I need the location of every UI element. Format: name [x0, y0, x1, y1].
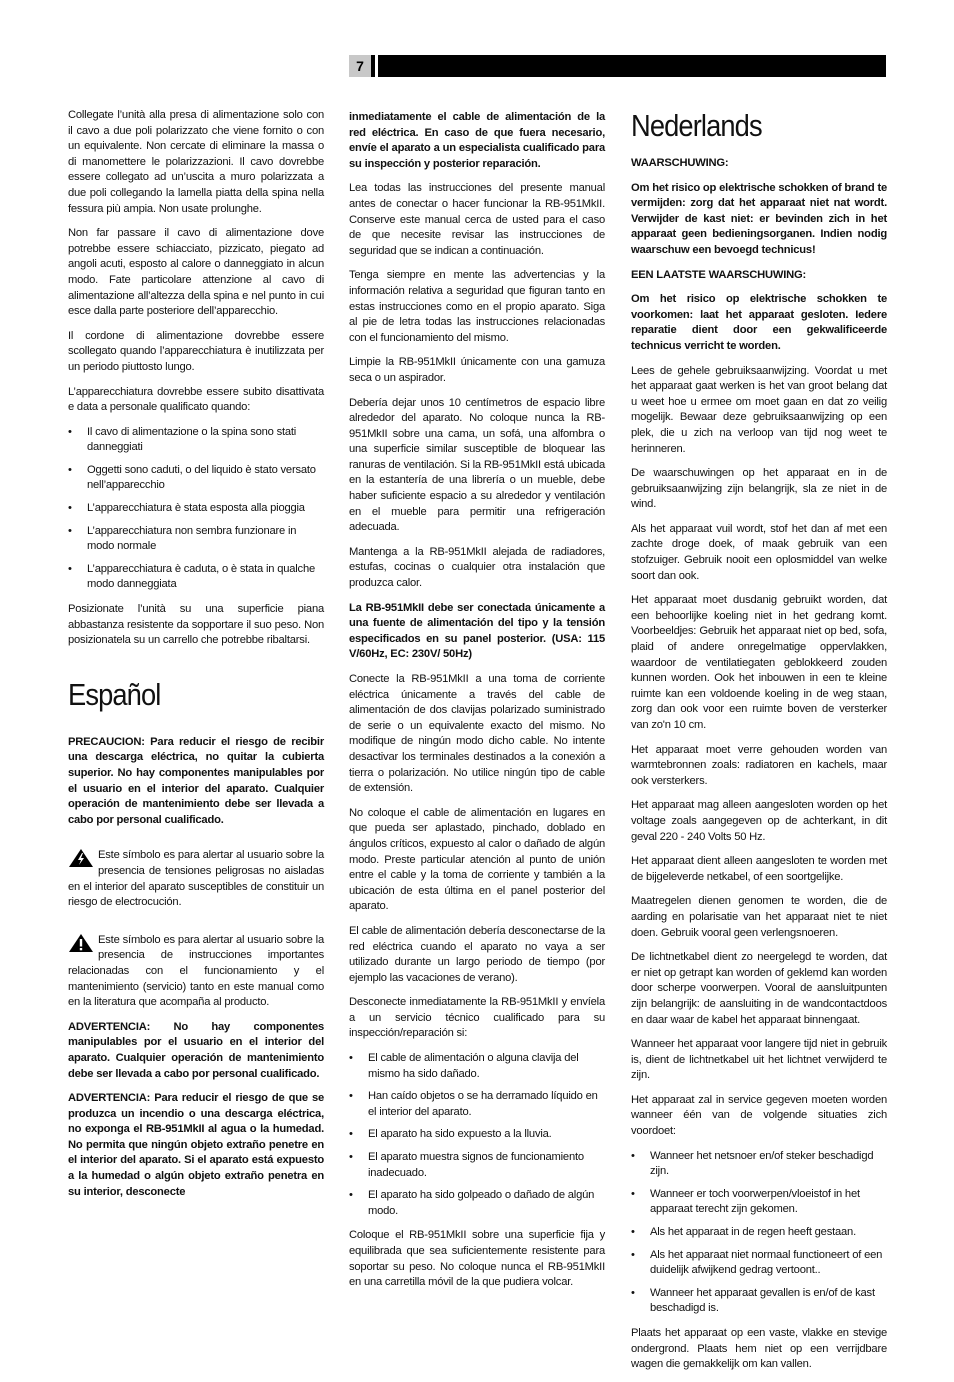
- spanish-paragraph: Coloque el RB-951MkII sobre una superficie fija y equilibrada que sea suficientemente resistente para soportar su peso. No coloque nunca el RB-951MkII en una carretilla móvil de la que pudiera volcar.: [349, 1229, 605, 1289]
- spanish-paragraph: No coloque el cable de alimentación en lugares en que pueda ser aplastado, pinchado, doblado en ángulos críticos, expuesto al calor o dañado de algún modo. Preste particular atención al punto de unión entre el cable y la toma de corriente y también a la ubicación de esta última en el panel posterior del aparato.: [349, 806, 605, 913]
- list-item: • El aparato ha sido expuesto a la lluvia.: [349, 1127, 605, 1143]
- spanish-bullet-list: [349, 1051, 605, 1219]
- dutch-paragraph: De waarschuwingen op het apparaat en in de gebruiksaanwijzing zijn belangrijk, sla ze niet in de wind.: [631, 467, 887, 511]
- precaucion-text: PRECAUCION: Para reducir el riesgo de recibir una descarga eléctrica, no quitar la cubierta superior. No hay componentes manipulables por el usuario en el interior del aparato. Cualquier operación de mantenimiento debe ser llevada a cabo por personal cualificado.: [68, 735, 324, 826]
- dutch-paragraph: Als het apparaat vuil wordt, stof het dan af met een zachte droge doek, of maak gebruik van een stofzuiger. Gebruik nooit een oplosmiddel van welke soort dan ook.: [631, 522, 887, 582]
- advertencia-text: ADVERTENCIA: No hay componentes manipulables por el usuario en el interior del aparato. Cualquier operación de mantenimiento debe ser llevada a cabo por personal cualificado.: [68, 1020, 324, 1080]
- dutch-paragraph: Lees de gehele gebruiksaanwijzing. Voordat u met het apparaat gaat werken is het van groot belang dat u weet hoe u ermee om moet gaan en dat zo veilig mogelijk. Bewaar deze gebruiksaanwijzing op een plek, die u zich na verloop van tijd nog weet te herinneren.: [631, 364, 887, 455]
- dutch-paragraph: Het apparaat zal in service gegeven moeten worden wanneer één van de volgende situaties zich voordoet:: [631, 1093, 887, 1138]
- italian-bullet-list: [68, 425, 324, 593]
- column-dutch: [631, 108, 887, 1382]
- list-item: • El aparato muestra signos de funcionamiento inadecuado.: [349, 1150, 605, 1181]
- italian-paragraph: Non far passare il cavo di alimentazione dove potrebbe essere schiacciato, pizzicato, piegato ad angoli acuti, esposto al calore o danneggiato in alcun modo. Fate particolare attenzione al cavo di alimentazione all’altezza della spina e nel punto in cui esce dalla parte posteriore dell’apparecchio.: [68, 227, 324, 318]
- italian-paragraph: Collegate l’unità alla presa di alimentazione solo con il cavo a due poli polarizzato che viene fornito o con un equivalente. Non cercate di eliminare la massa o di manomettere le polarizzazioni. Il cavo dovrebbe essere collegato ad un’uscita a muro polarizzata a due poli collegando la lamella piatta della spina nella fessura più ampia. Non usate prolunghe.: [68, 109, 324, 215]
- page-number: 7: [349, 55, 371, 77]
- instructions-symbol-note: Este símbolo es para alertar al usuario sobre la presencia de instrucciones importantes relacionadas con el funcionamiento y el mantenimiento (servicio) tanto en este manual como en la literatura que acompaña al producto.: [68, 933, 324, 1009]
- spanish-paragraph: Mantenga a la RB-951MkII alejada de radiadores, estufas, cocinas o cualquier otra instalación que produzca calor.: [349, 545, 605, 590]
- list-item: • El aparato ha sido golpeado o dañado de algún modo.: [349, 1188, 605, 1219]
- column-spanish: [349, 110, 605, 1300]
- voltage-requirement: La RB-951MkII debe ser conectada únicamente a una fuente de alimentación del tipo y la tensión especificados en su panel posterior. (USA: 115 V/60Hz, EC: 230V/ 50Hz): [349, 601, 605, 661]
- dutch-paragraph: Plaats het apparaat op een vaste, vlakke en stevige ondergrond. Plaats hem niet op een verrijdbare wagen die gemakkelijk om kan vallen.: [631, 1327, 887, 1371]
- dutch-paragraph: Het apparaat moet verre gehouden worden van warmtebronnen zoals: radiatoren en kachels, maar ook versterkers.: [631, 743, 887, 787]
- list-item: • Wanneer er toch voorwerpen/vloeistof in het apparaat terecht zijn gekomen.: [631, 1187, 887, 1218]
- list-item: • Oggetti sono caduti, o del liquido è stato versato nell’apparecchio: [68, 463, 324, 494]
- italian-paragraph: Posizionate l’unità su una superficie piana abbastanza resistente da sopportare il suo peso. Non posizionatela su un carrello che potrebbe ribaltarsi.: [68, 603, 324, 647]
- list-item: • Il cavo di alimentazione o la spina sono stati danneggiati: [68, 425, 324, 456]
- dutch-paragraph: Het apparaat moet dusdanig gebruikt worden, dat een behoorlijke koeling niet in het gedrang komt. Voorbeeldjes: Gebruik het apparaat niet op bed, sofa, plaid of andere onregelmatige oppervlakken, waardoor de ventilatiegaten geblokkeerd zouden kunnen worden. Ook het inbouwen in een te kleine ruimte kan een voldoende koeling in de weg staan, zorg dan ook voor een ruimte boven de versterker van zo'n 10 cm.: [631, 594, 887, 731]
- waarschuwing-text: Om het risico op elektrische schokken of brand te vermijden: zorg dat het apparaat niet nat wordt. Verwijder de kast niet: er bevinden zich in het apparaat geen bedieningsorganen. Indien nodig waarschuw een bevoegd technicus!: [631, 181, 887, 256]
- header-bar: [378, 55, 886, 77]
- column-italian-spanish: [68, 108, 324, 1209]
- list-item: • Wanneer het netsnoer en/of steker beschadigd zijn.: [631, 1149, 887, 1180]
- laatste-waarschuwing-text: Om het risico op elektrische schokken te voorkomen: laat het apparaat gesloten. Iedere reparatie dient door een gekwalificeerde technicus verricht te worden.: [631, 293, 887, 352]
- list-item: • El cable de alimentación o alguna clavija del mismo ha sido dañado.: [349, 1051, 605, 1082]
- advertencia-text: ADVERTENCIA: Para reducir el riesgo de que se produzca un incendio o una descarga eléctrica, no exponga el RB-951MkII al agua o la humedad. No permita que ningún objeto extraño penetre en el interior del aparato. Si el aparato está expuesto a la humedad o algún objeto extraño penetra en su interior, desconecte: [68, 1092, 324, 1198]
- spanish-paragraph: Tenga siempre en mente las advertencias y la información relativa a seguridad que figuran tanto en estas instrucciones como en el propio aparato. Siga al pie de letra todas las instrucciones relacionadas con el funcionamiento del mismo.: [349, 269, 605, 344]
- voltage-symbol-note: Este símbolo es para alertar al usuario sobre la presencia de tensiones peligrosas no aisladas en el interior del aparato susceptibles de constituir un riesgo de electrocución.: [68, 849, 324, 909]
- list-item: • L’apparecchiatura è caduta, o è stata in qualche modo danneggiata: [68, 562, 324, 593]
- lightning-warning-icon: [68, 848, 94, 868]
- spanish-paragraph: Limpie la RB-951MkII únicamente con una gamuza seca o un aspirador.: [349, 356, 605, 384]
- dutch-paragraph: De lichtnetkabel dient zo neergelegd te worden, dat er niet op getrapt kan worden of geklemd kan worden door scherpe voorwerpen. Vooral de aansluitpunten zijn belangrijk: de aansluiting in de wandcontactdoos en daar waar de kabel het apparaat binnengaat.: [631, 951, 887, 1026]
- italian-paragraph: Il cordone di alimentazione dovrebbe essere scollegato quando l’apparecchiatura è inutilizzata per un periodo piuttosto lungo.: [68, 329, 324, 373]
- section-heading-nederlands: Nederlands: [631, 108, 762, 143]
- spanish-paragraph: El cable de alimentación debería desconectarse de la red eléctrica cuando el aparato no vaya a ser utilizado durante un largo periodo de tiempo (por ejemplo las vacaciones de verano).: [349, 924, 605, 984]
- waarschuwing-label: WAARSCHUWING:: [631, 157, 729, 169]
- dutch-paragraph: Wanneer het apparaat voor langere tijd niet in gebruik is, dient de lichtnetkabel uit het lichtnet verwijderd te zijn.: [631, 1038, 887, 1082]
- spanish-paragraph: Debería dejar unos 10 centímetros de espacio libre alrededor del aparato. No coloque nunca la RB-951MkII sobre una cama, un sofá, una alfombra o una superficie similar susceptible de bloquear las ranuras de ventilación. Si la RB-951MkII está ubicada en la estantería de una librería o un mueble, debe haber suficiente espacio a su alrededor y ventilación en el mueble para permitir una refrigeración adecuada.: [349, 396, 605, 534]
- spanish-paragraph: Lea todas las instrucciones del presente manual antes de conectar o hacer funcionar la RB-951MkII. Conserve este manual cerca de usted para el caso de que necesite revisar las instrucciones de seguridad que se indican a continuación.: [349, 182, 605, 257]
- exclamation-warning-icon: [68, 933, 94, 953]
- section-heading-espanol: Español: [68, 676, 161, 712]
- list-item: • L’apparecchiatura non sembra funzionare in modo normale: [68, 524, 324, 555]
- bold-continuation: inmediatamente el cable de alimentación de la red eléctrica. En caso de que fuera necesario, envíe el aparato a un especialista cualificado para su inspección y posterior reparación.: [349, 111, 605, 170]
- list-item: • Als het apparaat in de regen heeft gestaan.: [631, 1225, 887, 1241]
- list-item: • Als het apparaat niet normaal functioneert of een duidelijk afwijkend gedrag vertoont..: [631, 1248, 887, 1279]
- dutch-paragraph: Het apparaat dient alleen aangesloten te worden met de bijgeleverde netkabel, of een soortgelijke.: [631, 855, 887, 883]
- dutch-paragraph: Het apparaat mag alleen aangesloten worden op het voltage zoals aangegeven op de achterkant, in dit geval 220 - 240 Volts 50 Hz.: [631, 799, 887, 843]
- list-item: • L’apparecchiatura è stata esposta alla pioggia: [68, 501, 324, 517]
- italian-paragraph: L’apparecchiatura dovrebbe essere subito disattivata e data a personale qualificato quando:: [68, 385, 324, 414]
- laatste-waarschuwing-label: EEN LAATSTE WAARSCHUWING:: [631, 268, 807, 281]
- dutch-paragraph: Maatregelen dienen genomen te worden, die de aarding en polarisatie van het apparaat niet te niet doen. Gebruik vooral geen verlengsnoeren.: [631, 895, 887, 939]
- list-item: • Wanneer het apparaat gevallen is en/of de kast beschadigd is.: [631, 1286, 887, 1317]
- list-item: • Han caído objetos o se ha derramado líquido en el interior del aparato.: [349, 1089, 605, 1120]
- dutch-bullet-list: [631, 1149, 887, 1317]
- spanish-paragraph: Desconecte inmediatamente la RB-951MkII y envíela a un servicio técnico cualificado para su inspección/reparación si:: [349, 996, 605, 1040]
- spanish-paragraph: Conecte la RB-951MkII a una toma de corriente eléctrica únicamente a través del cable de alimentación de dos clavijas polarizado suministrado de serie o un equivalente exacto del mismo. No modifique de ningún modo dicho cable. No intente desactivar los terminales destinados a la conexión a tierra o polarización. No utilice ningún tipo de cable de extensión.: [349, 673, 605, 795]
